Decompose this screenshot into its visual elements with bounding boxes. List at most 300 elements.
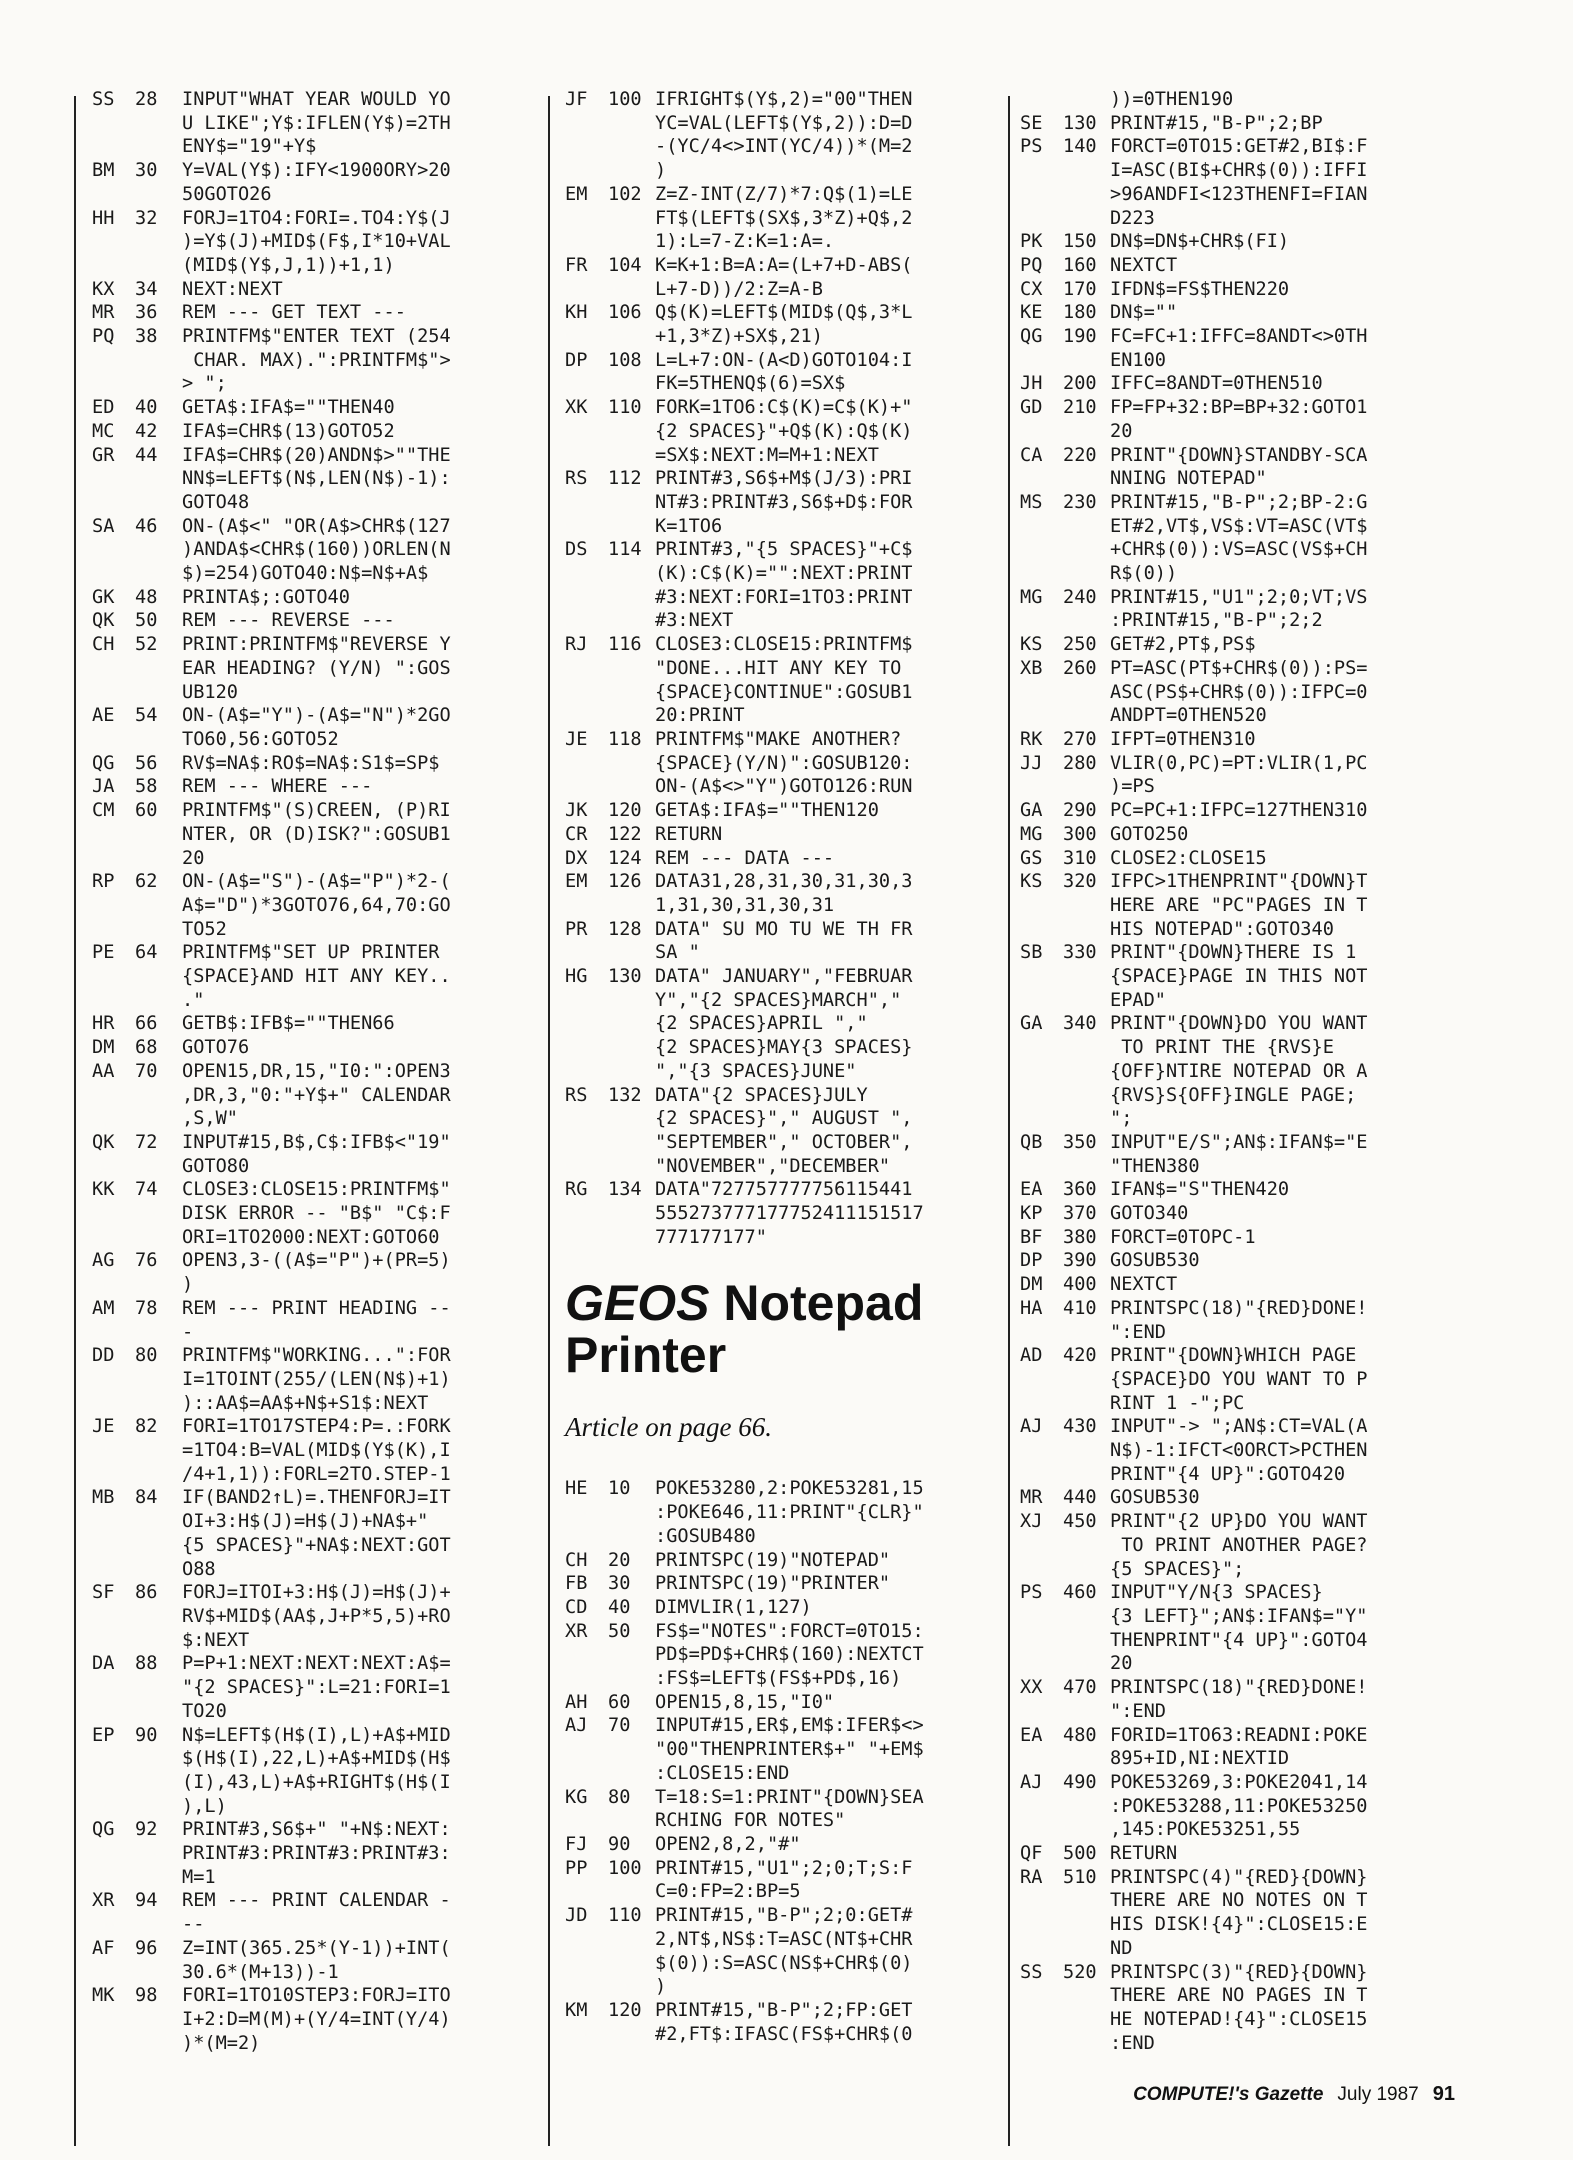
code-text: GET#2,PT$,PS$	[1110, 634, 1256, 656]
checksum: SE	[1020, 112, 1043, 134]
code-text: U LIKE";Y$:IFLEN(Y$)=2TH	[182, 112, 451, 134]
code-line	[1020, 1961, 1460, 1985]
code-text: Z=Z-INT(Z/7)*7:Q$(1)=LE	[655, 183, 913, 205]
code-line-continuation	[92, 1226, 528, 1250]
code-text: {SPACE}PAGE IN THIS NOT	[1110, 966, 1368, 988]
code-line-continuation	[565, 1809, 1000, 1833]
code-text: {5 SPACES}"+NA$:NEXT:GOT	[182, 1534, 451, 1556]
code-text: P=P+1:NEXT:NEXT:NEXT:A$=	[182, 1653, 451, 1675]
line-number: 100	[608, 1857, 642, 1879]
code-text: FORCT=0TO15:GET#2,BI$:F	[1110, 136, 1368, 158]
line-number: 70	[135, 1060, 158, 1082]
checksum: DS	[565, 539, 588, 561]
code-text: PRINT#15,"B-P";2;FP:GET	[655, 1999, 913, 2021]
code-text: OPEN15,DR,15,"I0:":OPEN3	[182, 1060, 451, 1082]
code-text: C=0:FP=2:BP=5	[655, 1881, 801, 1903]
code-text: GOTO76	[182, 1037, 250, 1059]
code-line	[565, 918, 1000, 942]
code-line	[92, 633, 528, 657]
checksum: CH	[92, 634, 115, 656]
code-line	[92, 1937, 528, 1961]
code-text: DATA" SU MO TU WE TH FR	[655, 918, 913, 940]
code-line	[565, 823, 1000, 847]
line-number: 180	[1063, 302, 1097, 324]
code-text: HIS NOTEPAD":GOTO340	[1110, 918, 1334, 940]
checksum: PE	[92, 942, 115, 964]
code-text: PRINT"{4 UP}":GOTO420	[1110, 1463, 1346, 1485]
line-number: 114	[608, 539, 642, 561]
code-line-continuation	[565, 609, 1000, 633]
code-text: #3:NEXT:FORI=1TO3:PRINT	[655, 586, 913, 608]
line-number: 470	[1063, 1677, 1097, 1699]
code-line	[1020, 230, 1460, 254]
line-number: 28	[135, 89, 158, 110]
code-text: IFRIGHT$(Y$,2)="00"THEN	[655, 89, 913, 110]
checksum: FJ	[565, 1834, 588, 1855]
code-line	[92, 88, 528, 112]
code-text: INPUT"Y/N{3 SPACES}	[1110, 1582, 1323, 1604]
code-line-continuation	[92, 562, 528, 586]
line-number: 80	[135, 1345, 158, 1367]
checksum: PQ	[1020, 254, 1043, 276]
code-line-continuation	[565, 1107, 1000, 1131]
code-text: FORJ=ITOI+3:H$(J)=H$(J)+	[182, 1582, 451, 1604]
code-line-continuation	[92, 847, 528, 871]
line-number: 116	[608, 634, 642, 656]
line-number: 250	[1063, 634, 1097, 656]
checksum: AJ	[1020, 1416, 1043, 1438]
code-text: {SPACE}CONTINUE":GOSUB1	[655, 681, 913, 703]
code-text: 50GOTO26	[182, 183, 272, 205]
code-line-continuation	[565, 1131, 1000, 1155]
line-number: 56	[135, 752, 158, 774]
page-footer	[1133, 2083, 1455, 2106]
line-number: 54	[135, 705, 158, 727]
code-text: 30.6*(M+13))-1	[182, 1961, 339, 1983]
code-text: ,S,W"	[182, 1108, 238, 1130]
calendar-listing-continued	[565, 88, 1000, 1249]
code-text: > ";	[182, 373, 227, 395]
code-text: ,DR,3,"0:"+Y$+" CALENDAR	[182, 1084, 451, 1106]
code-text: IFPC>1THENPRINT"{DOWN}T	[1110, 871, 1368, 893]
code-line-continuation	[92, 112, 528, 136]
code-line-continuation	[565, 1928, 1000, 1952]
code-line-continuation	[565, 657, 1000, 681]
code-line-continuation	[565, 325, 1000, 349]
code-line	[565, 965, 1000, 989]
checksum: RS	[565, 468, 588, 490]
checksum: RA	[1020, 1866, 1043, 1888]
line-number: 110	[608, 1905, 642, 1927]
code-text: RETURN	[1110, 1843, 1178, 1865]
code-line-continuation	[92, 894, 528, 918]
code-text: RCHING FOR NOTES"	[655, 1810, 846, 1832]
code-text: I=1TOINT(255/(LEN(N$)+1)	[182, 1368, 451, 1390]
code-line-continuation	[1020, 420, 1460, 444]
line-number: 44	[135, 444, 158, 466]
code-text: Z=INT(365.25*(Y-1))+INT(	[182, 1937, 451, 1959]
line-number: 68	[135, 1037, 158, 1059]
code-line	[1020, 1178, 1460, 1202]
checksum: SS	[1020, 1961, 1043, 1983]
code-line	[92, 586, 528, 610]
code-text: ."	[182, 989, 205, 1011]
code-line	[565, 88, 1000, 112]
checksum: AJ	[1020, 1771, 1043, 1793]
code-line	[565, 1620, 1000, 1644]
code-text: ))=0THEN190	[1110, 89, 1234, 110]
checksum: PQ	[92, 326, 115, 348]
checksum: HA	[1020, 1297, 1043, 1319]
line-number: 460	[1063, 1582, 1097, 1604]
code-text: PRINT"{DOWN}STANDBY-SCA	[1110, 444, 1368, 466]
code-text: OPEN15,8,15,"I0"	[655, 1691, 835, 1713]
listing-column-3	[1020, 88, 1460, 2055]
code-line-continuation	[1020, 894, 1460, 918]
checksum: GR	[92, 444, 115, 466]
magazine-name: COMPUTE!'s Gazette	[1133, 2084, 1324, 2105]
checksum: EM	[565, 183, 588, 205]
code-line-continuation	[92, 1629, 528, 1653]
code-text: {2 SPACES}"+Q$(K):Q$(K)	[655, 420, 913, 442]
line-number: 78	[135, 1297, 158, 1319]
checksum: SF	[92, 1582, 115, 1604]
line-number: 430	[1063, 1416, 1097, 1438]
code-line-continuation	[1020, 2032, 1460, 2056]
code-text: 20	[1110, 420, 1133, 442]
code-text: GETB$:IFB$=""THEN66	[182, 1013, 395, 1035]
code-line-continuation	[92, 1961, 528, 1985]
line-number	[1063, 88, 1110, 112]
code-line-continuation	[1020, 1913, 1460, 1937]
code-text: PD$=PD$+CHR$(160):NEXTCT	[655, 1644, 924, 1666]
code-text: HE NOTEPAD!{4}":CLOSE15	[1110, 2008, 1368, 2030]
checksum: GK	[92, 586, 115, 608]
checksum: BM	[92, 160, 115, 182]
line-number: 410	[1063, 1297, 1097, 1319]
code-line	[565, 1786, 1000, 1810]
code-text: ENY$="19"+Y$	[182, 136, 317, 158]
code-text: PRINTA$;:GOTO40	[182, 586, 350, 608]
code-line	[92, 1724, 528, 1748]
code-text: DN$=""	[1110, 302, 1178, 324]
line-number: 122	[608, 823, 642, 845]
code-line-continuation	[92, 467, 528, 491]
line-number: 120	[608, 1999, 642, 2021]
code-text: TO20	[182, 1700, 227, 1722]
checksum: KX	[92, 278, 115, 300]
checksum: KE	[1020, 302, 1043, 324]
code-line	[1020, 799, 1460, 823]
checksum: CH	[565, 1549, 588, 1571]
code-text: NEXTCT	[1110, 254, 1178, 276]
code-line-continuation	[1020, 1700, 1460, 1724]
checksum: XX	[1020, 1677, 1043, 1699]
checksum: DD	[92, 1345, 115, 1367]
checksum: AA	[92, 1060, 115, 1082]
code-line	[1020, 1012, 1460, 1036]
line-number: 130	[1063, 112, 1097, 134]
code-line-continuation	[1020, 159, 1460, 183]
line-number: 132	[608, 1084, 642, 1106]
code-text: R$(0))	[1110, 563, 1178, 585]
code-text: ";	[1110, 1108, 1133, 1130]
code-line	[92, 775, 528, 799]
checksum: KH	[565, 302, 588, 324]
code-text: PRINT#15,"U1";2;0;T;S:F	[655, 1857, 913, 1879]
code-text: NEXTCT	[1110, 1274, 1178, 1296]
code-text: 20:PRINT	[655, 705, 745, 727]
code-line	[565, 1572, 1000, 1596]
code-line-continuation	[1020, 538, 1460, 562]
line-number: 86	[135, 1582, 158, 1604]
code-line	[92, 515, 528, 539]
code-text: Y","{2 SPACES}MARCH","	[655, 989, 902, 1011]
code-line-continuation	[565, 1952, 1000, 1976]
code-line-continuation	[1020, 775, 1460, 799]
line-number: 128	[608, 918, 642, 940]
code-line	[1020, 1297, 1460, 1321]
line-number: 400	[1063, 1274, 1097, 1296]
code-text: PRINTSPC(18)"{RED}DONE!	[1110, 1297, 1368, 1319]
code-line	[1020, 1415, 1460, 1439]
checksum: AD	[1020, 1345, 1043, 1367]
line-number: 30	[608, 1573, 631, 1595]
code-line-continuation	[565, 1643, 1000, 1667]
checksum: EP	[92, 1724, 115, 1746]
checksum: JE	[92, 1416, 115, 1438]
checksum: MB	[92, 1487, 115, 1509]
code-line	[92, 1486, 528, 1510]
code-line-continuation	[1020, 1107, 1460, 1131]
code-text: IFA$=CHR$(13)GOTO52	[182, 420, 395, 442]
code-line-continuation	[92, 1368, 528, 1392]
code-text: TO52	[182, 918, 227, 940]
code-text: ","{3 SPACES}JUNE"	[655, 1060, 857, 1082]
line-number: 290	[1063, 800, 1097, 822]
code-text: ,145:POKE53251,55	[1110, 1819, 1301, 1841]
code-line-continuation	[92, 1534, 528, 1558]
line-number: 170	[1063, 278, 1097, 300]
code-text: I+2:D=M(M)+(Y/4=INT(Y/4)	[182, 2008, 451, 2030]
code-text: +CHR$(0)):VS=ASC(VS$+CH	[1110, 539, 1368, 561]
code-line	[1020, 254, 1460, 278]
line-number: 520	[1063, 1961, 1097, 1983]
line-number: 260	[1063, 657, 1097, 679]
code-text: $(0)):S=ASC(NS$+CHR$(0)	[655, 1952, 913, 1974]
column-rule-middle	[548, 96, 550, 2146]
code-text: REM --- REVERSE ---	[182, 610, 395, 632]
checksum: EM	[565, 871, 588, 893]
line-number: 100	[608, 89, 642, 110]
code-line-continuation	[565, 444, 1000, 468]
code-text: PC=PC+1:IFPC=127THEN310	[1110, 800, 1368, 822]
code-line	[1020, 823, 1460, 847]
checksum: DM	[1020, 1274, 1043, 1296]
code-line-continuation	[92, 1321, 528, 1345]
code-line-continuation	[1020, 1060, 1460, 1084]
line-number: 420	[1063, 1345, 1097, 1367]
code-text: "00"THENPRINTER$+" "+EM$	[655, 1739, 924, 1761]
code-line	[565, 1857, 1000, 1881]
code-text: CLOSE3:CLOSE15:PRINTFM$	[655, 634, 913, 656]
line-number: 280	[1063, 752, 1097, 774]
code-text: DIMVLIR(1,127)	[655, 1596, 812, 1618]
code-line-continuation	[92, 989, 528, 1013]
code-text: 20	[182, 847, 205, 869]
code-line-continuation	[565, 562, 1000, 586]
code-text: {3 LEFT}";AN$:IFAN$="Y"	[1110, 1606, 1368, 1627]
article-title-rest: Notepad	[709, 1275, 924, 1332]
code-line	[1020, 1249, 1460, 1273]
line-number: 36	[135, 302, 158, 324]
code-text: INPUT#15,B$,C$:IFB$<"19"	[182, 1131, 451, 1153]
line-number: 150	[1063, 231, 1097, 253]
code-line-continuation	[92, 349, 528, 373]
line-number: 50	[608, 1620, 631, 1642]
code-line-continuation	[92, 538, 528, 562]
checksum: DX	[565, 847, 588, 869]
line-number: 126	[608, 871, 642, 893]
checksum: KM	[565, 1999, 588, 2021]
checksum: QG	[92, 752, 115, 774]
checksum: AJ	[565, 1715, 588, 1737]
code-text: PRINTSPC(19)"NOTEPAD"	[655, 1549, 891, 1571]
code-text: ON-(A$="S")-(A$="P")*2-(	[182, 871, 451, 893]
checksum: GA	[1020, 800, 1043, 822]
code-line	[92, 870, 528, 894]
code-line	[92, 420, 528, 444]
code-text: HIS DISK!{4}":CLOSE15:E	[1110, 1914, 1368, 1936]
code-text: FK=5THENQ$(6)=SX$	[655, 373, 846, 395]
line-number: 102	[608, 183, 642, 205]
code-text: (MID$(Y$,J,1))+1,1)	[182, 254, 395, 276]
code-line-continuation	[565, 1501, 1000, 1525]
code-line-continuation	[1020, 1439, 1460, 1463]
line-number: 130	[608, 966, 642, 988]
code-text: OPEN2,8,2,"#"	[655, 1834, 801, 1855]
checksum: SA	[92, 515, 115, 537]
code-line	[1020, 1344, 1460, 1368]
code-line	[92, 1818, 528, 1842]
code-text: {SPACE}AND HIT ANY KEY..	[182, 966, 451, 988]
line-number: 94	[135, 1890, 158, 1912]
code-line-continuation	[92, 254, 528, 278]
code-line	[1020, 752, 1460, 776]
code-line	[565, 870, 1000, 894]
code-line	[565, 538, 1000, 562]
code-line	[565, 301, 1000, 325]
code-text: PRINTFM$"(S)CREEN, (P)RI	[182, 800, 451, 822]
code-line	[565, 1691, 1000, 1715]
code-text: PRINT#3,S6$+M$(J/3):PRI	[655, 468, 913, 490]
code-text: N$)-1:IFCT<0ORCT>PCTHEN	[1110, 1440, 1368, 1462]
code-line	[1020, 1131, 1460, 1155]
checksum: JD	[565, 1905, 588, 1927]
code-text: :POKE53288,11:POKE53250	[1110, 1795, 1368, 1817]
line-number: 90	[608, 1834, 631, 1855]
code-line-continuation	[565, 230, 1000, 254]
code-line	[1020, 88, 1460, 112]
code-text: NT#3:PRINT#3,S6$+D$:FOR	[655, 491, 913, 513]
line-number: 110	[608, 397, 642, 419]
code-text: -	[182, 1321, 194, 1343]
line-number: 32	[135, 207, 158, 229]
notepad-listing-start	[565, 1477, 1000, 2046]
code-line	[1020, 728, 1460, 752]
checksum: MG	[1020, 823, 1043, 845]
code-text: 1,31,30,31,30,31	[655, 894, 835, 916]
code-line-continuation	[565, 491, 1000, 515]
code-text: DN$=DN$+CHR$(FI)	[1110, 231, 1290, 253]
code-text: PRINT#15,"B-P";2;BP-2:G	[1110, 491, 1368, 513]
line-number: 390	[1063, 1250, 1097, 1272]
code-text: SA "	[655, 942, 700, 964]
code-line-continuation	[565, 1525, 1000, 1549]
code-line	[1020, 941, 1460, 965]
code-text: PRINT"{DOWN}THERE IS 1	[1110, 942, 1357, 964]
code-text: ),L)	[182, 1795, 227, 1817]
code-text: >96ANDFI<123THENFI=FIAN	[1110, 183, 1368, 205]
code-line-continuation	[565, 586, 1000, 610]
checksum: RK	[1020, 728, 1043, 750]
checksum: CD	[565, 1596, 588, 1618]
code-text: )*(M=2)	[182, 2032, 261, 2054]
line-number: 84	[135, 1487, 158, 1509]
line-number: 98	[135, 1985, 158, 2007]
code-line-continuation	[565, 1155, 1000, 1179]
checksum: PP	[565, 1857, 588, 1879]
line-number: 240	[1063, 586, 1097, 608]
code-line-continuation	[92, 491, 528, 515]
code-line-continuation	[92, 183, 528, 207]
code-text: DATA" JANUARY","FEBRUAR	[655, 966, 913, 988]
code-text: IFFC=8ANDT=0THEN510	[1110, 373, 1323, 395]
line-number: 440	[1063, 1487, 1097, 1509]
code-line-continuation	[1020, 1368, 1460, 1392]
code-text: CHAR. MAX).":PRINTFM$">	[182, 349, 451, 371]
code-text: GOTO80	[182, 1155, 250, 1177]
code-line-continuation	[1020, 609, 1460, 633]
code-text: FP=FP+32:BP=BP+32:GOTO1	[1110, 397, 1368, 419]
code-text: L=L+7:ON-(A<D)GOTO104:I	[655, 349, 913, 371]
code-text: REM --- PRINT CALENDAR -	[182, 1890, 451, 1912]
line-number: 510	[1063, 1866, 1097, 1888]
code-line	[565, 1178, 1000, 1202]
checksum: QK	[92, 610, 115, 632]
checksum: JF	[565, 89, 588, 110]
code-text: INPUT"E/S";AN$:IFAN$="E	[1110, 1131, 1368, 1153]
code-text: 20	[1110, 1653, 1133, 1675]
code-text: PRINTSPC(19)"PRINTER"	[655, 1573, 891, 1595]
checksum: QG	[92, 1819, 115, 1841]
checksum: RJ	[565, 634, 588, 656]
checksum: MR	[92, 302, 115, 324]
checksum: DA	[92, 1653, 115, 1675]
code-text: TO PRINT ANOTHER PAGE?	[1110, 1534, 1368, 1556]
code-line-continuation	[92, 1392, 528, 1416]
checksum: JE	[565, 728, 588, 750]
line-number: 74	[135, 1179, 158, 1201]
code-line-continuation	[92, 728, 528, 752]
code-line-continuation	[1020, 1558, 1460, 1582]
code-line-continuation	[1020, 562, 1460, 586]
code-line-continuation	[1020, 989, 1460, 1013]
code-text: OPEN3,3-((A$="P")+(PR=5)	[182, 1250, 451, 1272]
line-number: 134	[608, 1179, 642, 1201]
line-number: 46	[135, 515, 158, 537]
line-number: 90	[135, 1724, 158, 1746]
